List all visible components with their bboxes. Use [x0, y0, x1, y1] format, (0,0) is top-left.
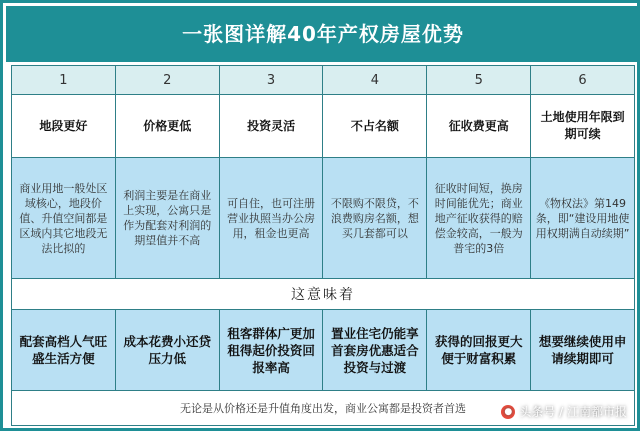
column-result: 配套高档人气旺盛生活方便: [12, 310, 116, 391]
middle-row: [12, 279, 635, 310]
column-description: 不限购不限贷，不浪费购房名额，想买几套都可以: [323, 158, 427, 279]
result-row: [12, 310, 635, 391]
column-description: 征收时间短，换房时间能优先；商业地产征收获得的赔偿金较高，一般为普宅的3倍: [427, 158, 531, 279]
footer-text: 无论是从价格还是升值角度出发，商业公寓都是投资者首选: [12, 391, 635, 426]
page-title: 一张图详解40年产权房屋优势: [6, 6, 640, 62]
column-number: 1: [12, 66, 116, 95]
column-description: 《物权法》第149条，即“建设用地使用权期满自动续期”: [531, 158, 635, 279]
column-result: 置业住宅仍能享首套房优惠适合投资与过渡: [323, 310, 427, 391]
column-heading: 投资灵活: [219, 95, 323, 158]
heading-row: [12, 95, 635, 158]
column-result: 成本花费小还贷压力低: [115, 310, 219, 391]
column-number: 6: [531, 66, 635, 95]
column-result: 租客群体广更加租得起价投资回报率高: [219, 310, 323, 391]
column-result: 获得的回报更大便于财富积累: [427, 310, 531, 391]
watermark-text: 头条号 / 江南都市报: [519, 405, 627, 419]
column-number: 2: [115, 66, 219, 95]
column-description: 可自住，也可注册营业执照当办公房用，租金也更高: [219, 158, 323, 279]
comparison-table: [11, 65, 635, 426]
column-description: 商业用地一般处区域核心，地段价值、升值空间都是区域内其它地段无法比拟的: [12, 158, 116, 279]
column-description: 利润主要是在商业上实现，公寓只是作为配套对利润的期望值并不高: [115, 158, 219, 279]
column-heading: 地段更好: [12, 95, 116, 158]
column-result: 想要继续使用申请续期即可: [531, 310, 635, 391]
watermark: [501, 403, 627, 420]
toutiao-logo-icon: ●: [501, 405, 515, 419]
column-number: 4: [323, 66, 427, 95]
column-heading: 不占名额: [323, 95, 427, 158]
column-heading: 土地使用年限到期可续: [531, 95, 635, 158]
column-number: 5: [427, 66, 531, 95]
description-row: [12, 158, 635, 279]
number-row: [12, 66, 635, 95]
column-heading: 征收费更高: [427, 95, 531, 158]
middle-label: 这意味着: [12, 279, 635, 310]
column-number: 3: [219, 66, 323, 95]
column-heading: 价格更低: [115, 95, 219, 158]
